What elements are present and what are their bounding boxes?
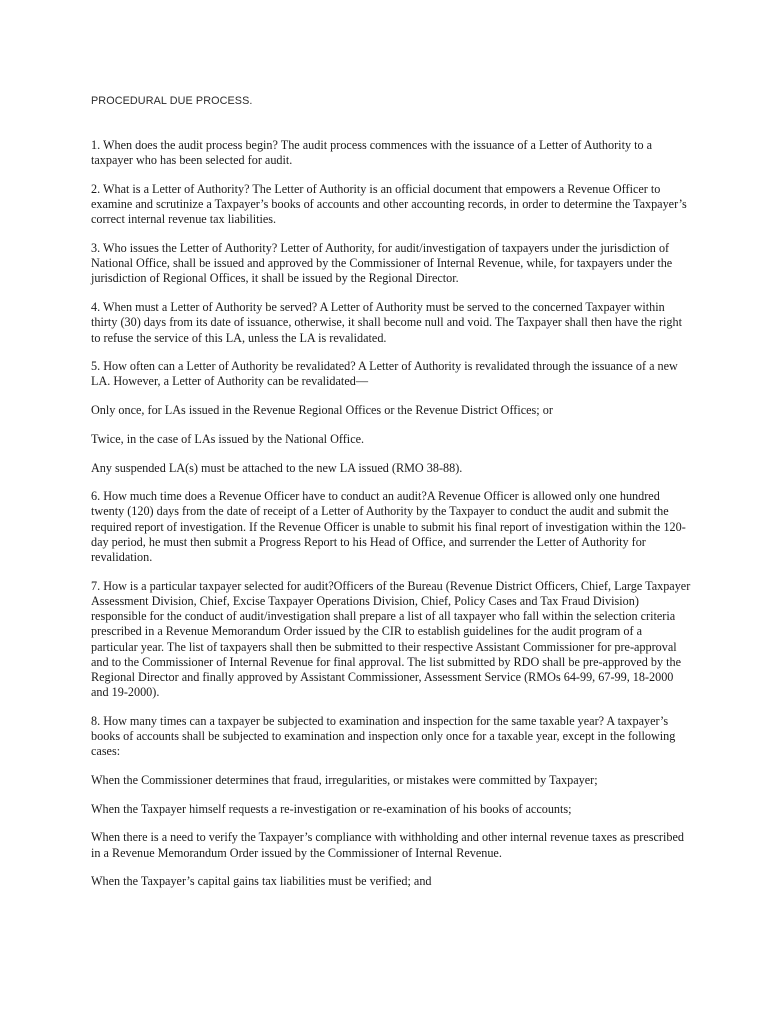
paragraph-q5-item-3: Any suspended LA(s) must be attached to the new LA issued (RMO 38-88). [91, 460, 463, 475]
paragraph-q5-item-2: Twice, in the case of LAs issued by the National Office. [91, 431, 365, 446]
paragraph-q5: 5. How often can a Letter of Authority be revalidated? A Letter of Authority is revalidated through the issuance of a new LA. However, a Letter of Authority can be revalidated— [91, 359, 678, 389]
paragraph-q8-case-2: When the Taxpayer himself requests a re-investigation or re-examination of his books of accounts; [91, 801, 572, 816]
paragraph-q4: 4. When must a Letter of Authority be served? A Letter of Authority must be served to the concerned Taxpayer within thirty (30) days from its date of issuance, otherwise, it shall become null and void. The Taxpayer shall then have the right to refuse the service of this LA, unless the LA is revalidated. [91, 300, 682, 345]
paragraph-q7: 7. How is a particular taxpayer selected for audit?Officers of the Bureau (Revenue District Officers, Chief, Large Taxpayer Assessment Division, Chief, Excise Taxpayer Operations Division, Chief, Policy Cases and Tax Fraud Division) responsible for the conduct of audit/investigation shall prepare a list of all taxpayer who fall within the selection criteria prescribed in a Revenue Memorandum Order issued by the CIR to establish guidelines for the audit program of a particular year. The list of taxpayers shall then be submitted to their respective Assistant Commissioner for pre-approval and to the Commissioner of Internal Revenue for final approval. The list submitted by RDO shall be pre-approved by the Regional Director and finally approved by Assistant Commissioner, Assessment Service (RMOs 64-99, 67-99, 18-2000 and 19-2000). [91, 578, 691, 700]
paragraph-q8-case-4: When the Taxpayer’s capital gains tax liabilities must be verified; and [91, 874, 432, 889]
paragraph-q1: 1. When does the audit process begin? The audit process commences with the issuance of a Letter of Authority to a taxpayer who has been selected for audit. [91, 138, 653, 168]
paragraph-q8: 8. How many times can a taxpayer be subjected to examination and inspection for the same taxable year? A taxpayer’s books of accounts shall be subjected to examination and inspection only once for a taxable year, except in the following cases: [91, 713, 676, 759]
document-title: PROCEDURAL DUE PROCESS. [91, 95, 253, 107]
paragraph-q6: 6. How much time does a Revenue Officer have to conduct an audit?A Revenue Officer is allowed only one hundred twenty (120) days from the date of receipt of a Letter of Authority by the Taxpayer to conduct the audit and submit the required report of investigation. If the Revenue Officer is unable to submit his final report of investigation within the 120-day period, he must then submit a Progress Report to his Head of Office, and surrender the Letter of Authority for revalidation. [91, 489, 686, 565]
paragraph-q3: 3. Who issues the Letter of Authority? Letter of Authority, for audit/investigation of taxpayers under the jurisdiction of National Office, shall be issued and approved by the Commissioner of Internal Revenue, while, for taxpayers under the jurisdiction of Regional Offices, it shall be issued by the Regional Director. [91, 241, 673, 286]
paragraph-q2: 2. What is a Letter of Authority? The Letter of Authority is an official document that empowers a Revenue Officer to examine and scrutinize a Taxpayer’s books of accounts and other accounting records, in order to determine the Taxpayer’s correct internal revenue tax liabilities. [91, 181, 687, 227]
paragraph-q8-case-3: When there is a need to verify the Taxpayer’s compliance with withholding and other internal revenue taxes as prescribed in a Revenue Memorandum Order issued by the Commissioner of Internal Revenue. [91, 830, 684, 860]
paragraph-q8-case-1: When the Commissioner determines that fraud, irregularities, or mistakes were committed by Taxpayer; [91, 773, 598, 787]
document-body [91, 94, 691, 903]
paragraph-q5-item-1: Only once, for LAs issued in the Revenue Regional Offices or the Revenue District Offices; or [91, 403, 553, 418]
